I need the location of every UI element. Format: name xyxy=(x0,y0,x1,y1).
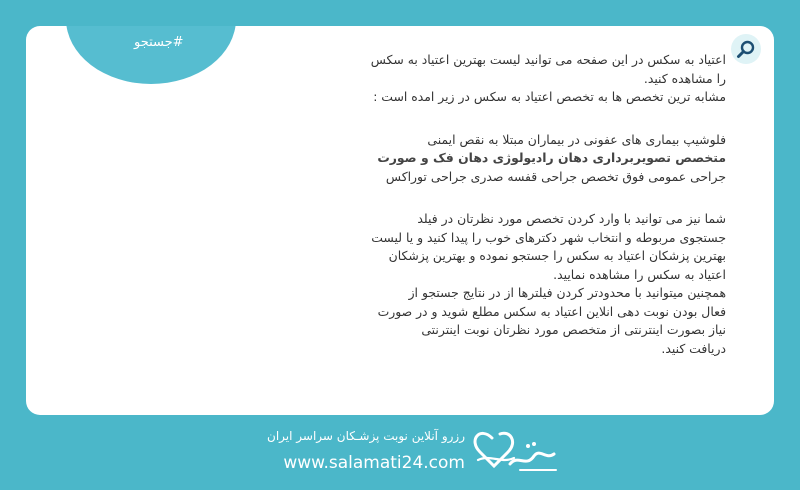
body-line: فعال بودن نوبت دهی انلاین اعتیاد به سکس مطلع شوید و در صورت xyxy=(377,303,726,319)
article-text xyxy=(296,51,726,358)
body-line: شما نیز می توانید با وارد کردن تخصص مورد نظرتان در فیلد xyxy=(417,211,726,226)
body-line: همچنین میتوانید با محدودتر کردن فیلترها از در نتایج جستجو از xyxy=(408,285,726,300)
intro-line: را مشاهده کنید. xyxy=(643,70,726,86)
body-line: دریافت کنید. xyxy=(661,340,726,356)
search-button[interactable] xyxy=(731,34,761,64)
specialty-link[interactable]: متخصص تصویربرداری دهان رادیولوژی دهان فک و صورت xyxy=(377,150,726,165)
body-line: نیاز بصورت اینترنتی از متخصص مورد نظرتان نوبت اینترنتی xyxy=(421,322,726,337)
specialty-link[interactable]: جراحی عمومی فوق تخصص جراحی قفسه صدری جراحی توراکس xyxy=(385,168,726,184)
footer-tagline: رزرو آنلاین نوبت پزشـکان سراسر ایران xyxy=(267,429,465,443)
body-line: بهترین پزشکان اعتیاد به سکس را جستجو نموده و بهترین پزشکان xyxy=(388,248,726,263)
tag-label[interactable]: #جستجو xyxy=(134,35,184,50)
heart-logo-icon xyxy=(470,424,560,480)
specialty-link[interactable]: فلوشیپ بیماری های عفونی در بیماران مبتلا به نقص ایمنی xyxy=(427,131,726,147)
body-line: جستجوی مربوطه و انتخاب شهر دکترهای خوب را پیدا کنید و یا لیست xyxy=(371,229,726,245)
body-line: اعتیاد به سکس را مشاهده نمایید. xyxy=(553,266,726,282)
salamati-logo xyxy=(470,424,560,484)
intro-line: اعتیاد به سکس در این صفحه می توانید لیست بهترین اعتیاد به سکس xyxy=(370,52,726,67)
content-card xyxy=(26,26,774,415)
search-icon xyxy=(736,39,756,59)
intro-line: مشابه ترین تخصص ها به تخصص اعتیاد به سکس در زیر امده است : xyxy=(373,89,726,104)
footer-url[interactable]: www.salamati24.com xyxy=(283,453,465,473)
